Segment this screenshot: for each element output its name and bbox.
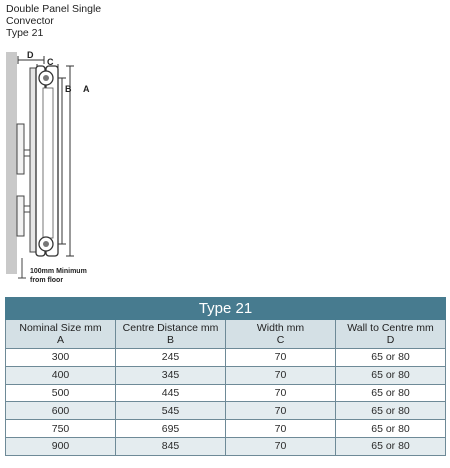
table-cell: 245 xyxy=(116,349,226,367)
table-row xyxy=(6,349,446,367)
table-cell: 345 xyxy=(116,366,226,384)
table-cell: 445 xyxy=(116,384,226,402)
table-cell: 70 xyxy=(226,437,336,455)
table-cell: 70 xyxy=(226,366,336,384)
table-row xyxy=(6,384,446,402)
table-cell: 695 xyxy=(116,420,226,438)
heading-line-2: Convector xyxy=(6,15,54,27)
floor-note-line-1: 100mm Minimum xyxy=(30,268,87,275)
wall-bracket-upper xyxy=(17,124,24,174)
table-header-row xyxy=(6,320,446,349)
column-header: Nominal Size mm A xyxy=(6,320,116,349)
dimensions-table xyxy=(5,297,446,456)
table-cell: 70 xyxy=(226,384,336,402)
table-cell: 70 xyxy=(226,349,336,367)
table-title: Type 21 xyxy=(6,298,446,320)
table-cell: 65 or 80 xyxy=(336,437,446,455)
convector-fins xyxy=(30,68,36,252)
table-cell: 500 xyxy=(6,384,116,402)
table-cell: 65 or 80 xyxy=(336,420,446,438)
heading-line-3: Type 21 xyxy=(6,27,44,39)
label-a: A xyxy=(83,84,90,94)
table-row xyxy=(6,420,446,438)
label-c: C xyxy=(47,57,54,67)
table-cell: 65 or 80 xyxy=(336,349,446,367)
table-cell: 65 or 80 xyxy=(336,384,446,402)
column-header: Width mm C xyxy=(226,320,336,349)
table-row xyxy=(6,437,446,455)
radiator-side-diagram xyxy=(0,46,140,296)
product-heading xyxy=(6,3,101,39)
wall-bracket-lower xyxy=(17,196,24,236)
table-row xyxy=(6,402,446,420)
table-cell: 600 xyxy=(6,402,116,420)
table-cell: 750 xyxy=(6,420,116,438)
table-cell: 400 xyxy=(6,366,116,384)
label-d: D xyxy=(27,50,34,60)
table-cell: 900 xyxy=(6,437,116,455)
wall xyxy=(6,52,17,274)
table-cell: 65 or 80 xyxy=(336,366,446,384)
table-cell: 70 xyxy=(226,420,336,438)
floor-note-line-2: from floor xyxy=(30,277,64,284)
table-cell: 300 xyxy=(6,349,116,367)
column-header: Wall to Centre mm D xyxy=(336,320,446,349)
column-header: Centre Distance mm B xyxy=(116,320,226,349)
table-row xyxy=(6,366,446,384)
label-b: B xyxy=(65,84,72,94)
table-title-row xyxy=(6,298,446,320)
table-cell: 845 xyxy=(116,437,226,455)
heading-line-1: Double Panel Single xyxy=(6,3,102,15)
table-cell: 545 xyxy=(116,402,226,420)
table-cell: 70 xyxy=(226,402,336,420)
table-cell: 65 or 80 xyxy=(336,402,446,420)
